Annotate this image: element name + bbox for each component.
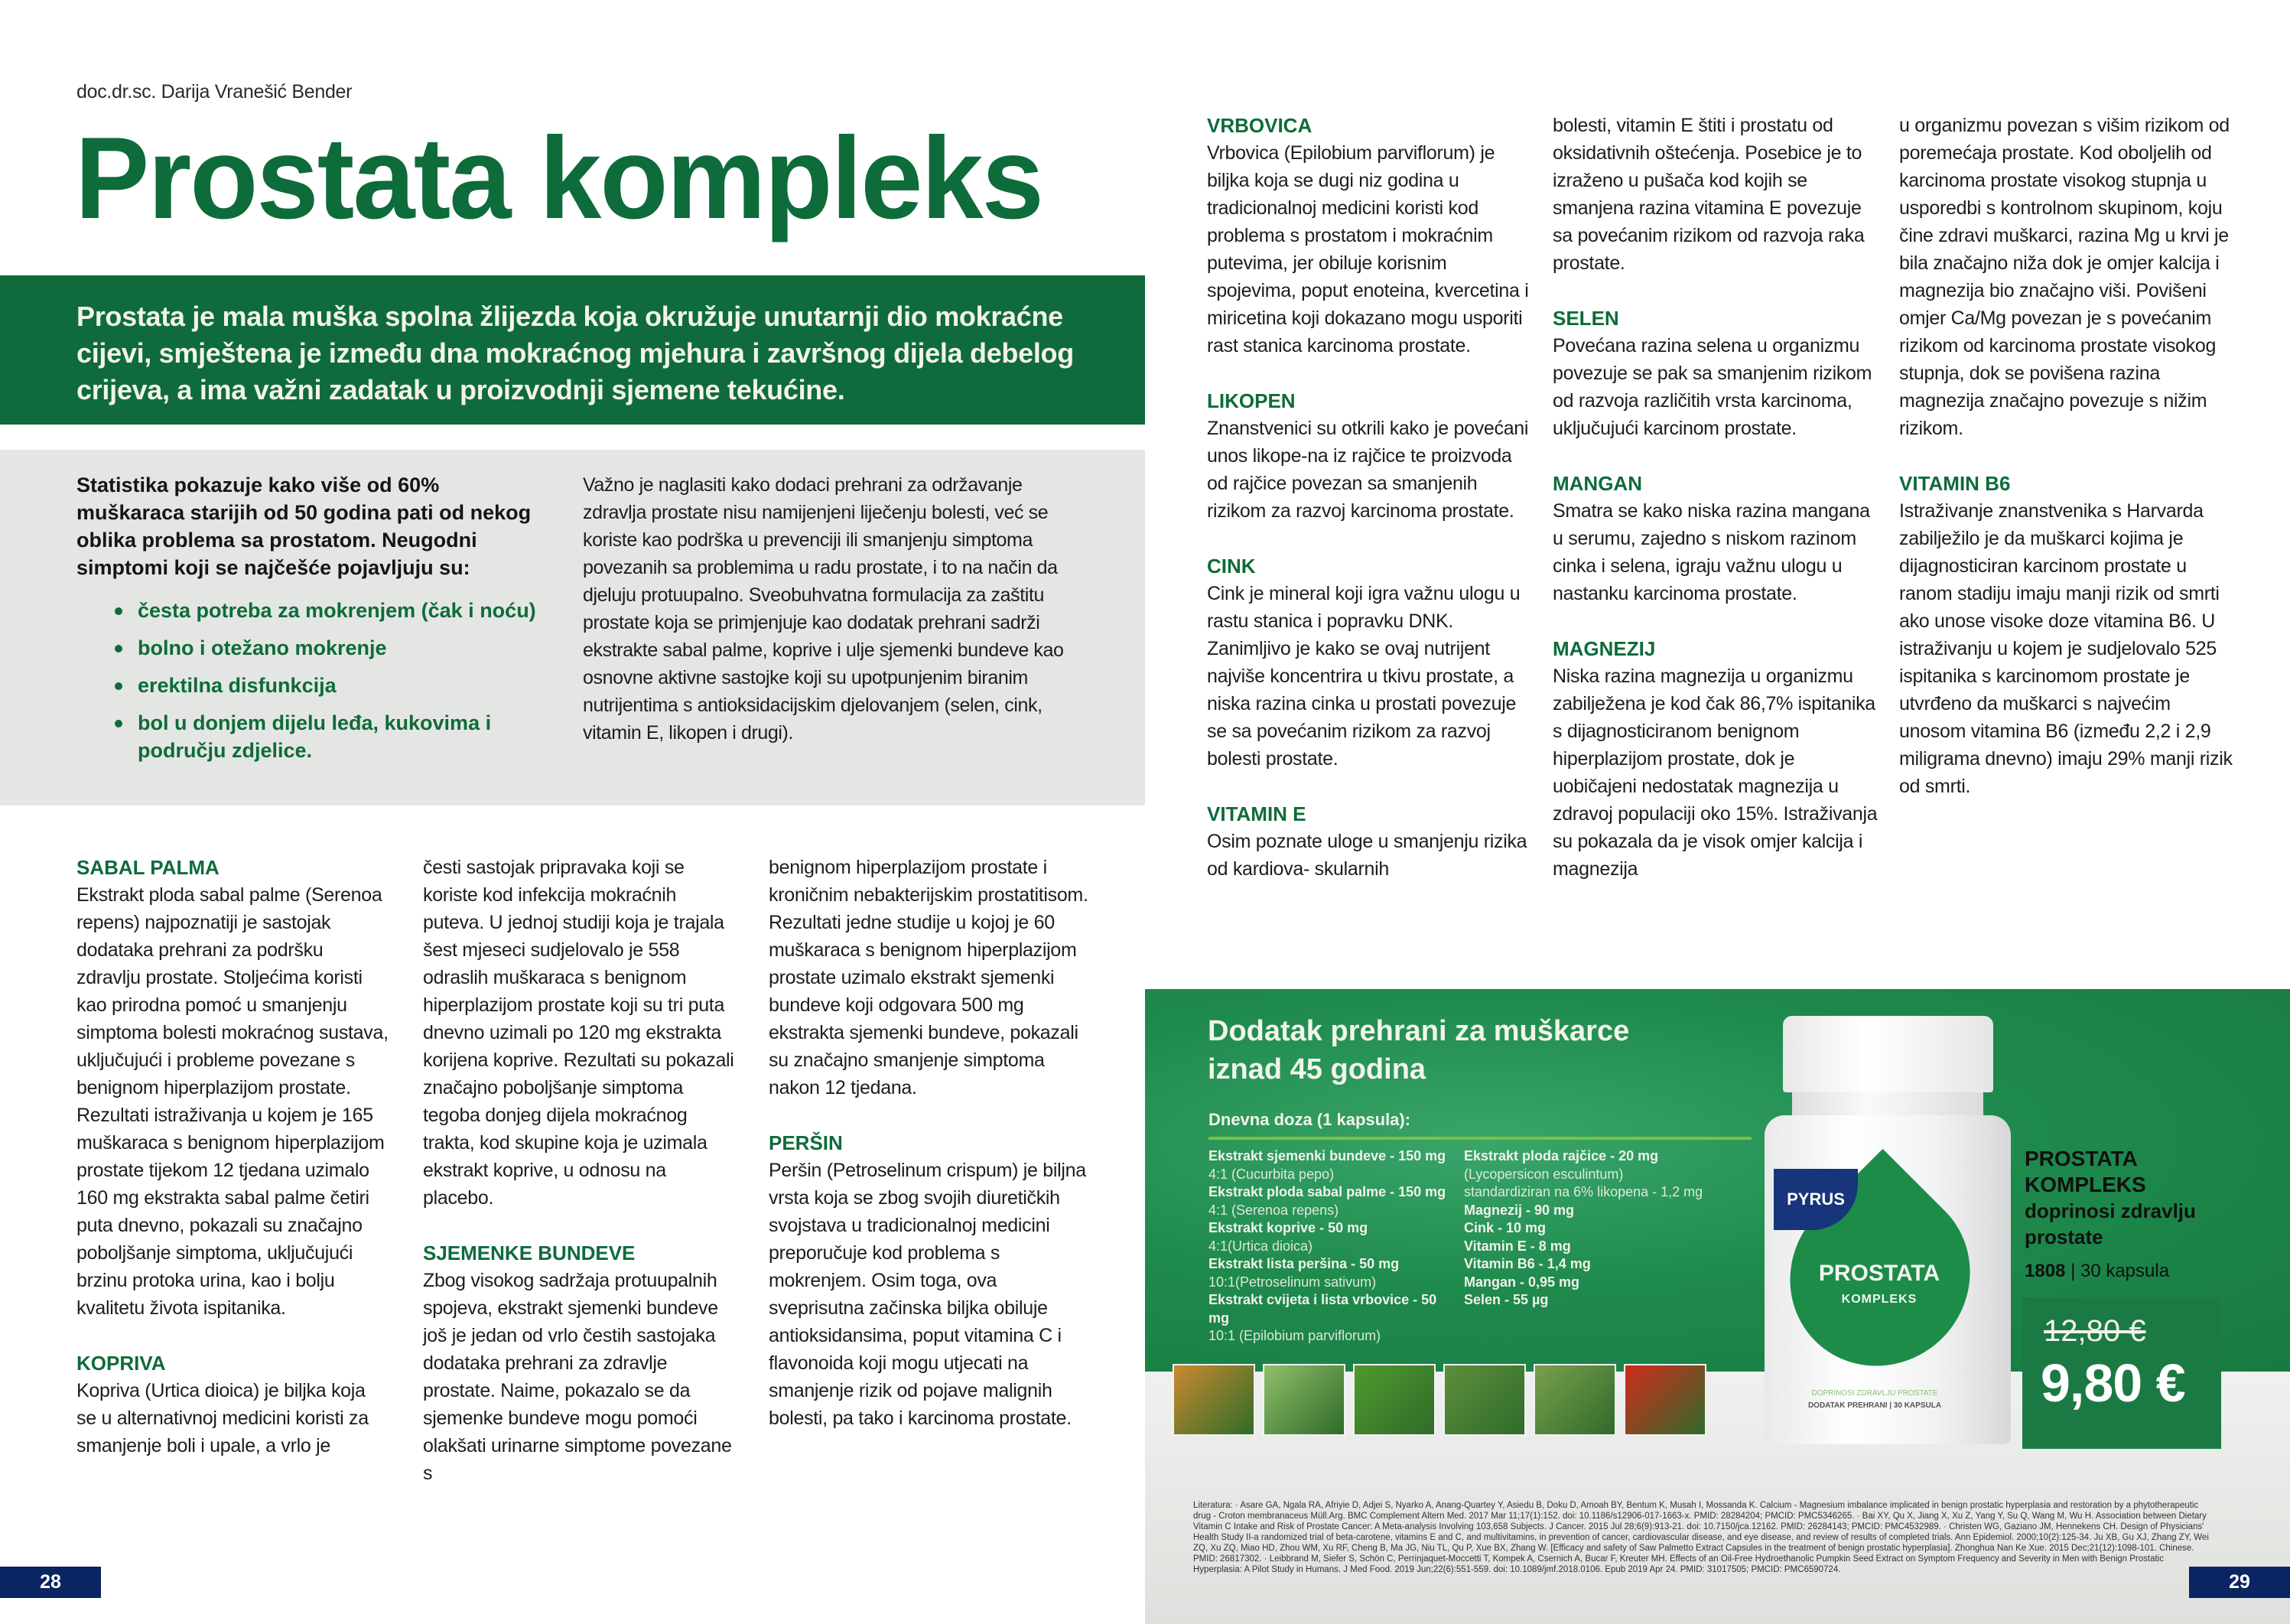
thumbnail-willowherb: [1534, 1364, 1616, 1436]
section-heading: MANGAN: [1553, 472, 1642, 495]
article-column-2: [423, 854, 737, 1515]
section-heading: SELEN: [1553, 307, 1619, 330]
section-bundeve-cont: [769, 854, 1090, 1102]
article-column-5: [1553, 112, 1882, 910]
section-text: benignom hiperplazijom prostate i kroničnim nebakterijskim prostatitisom. Rezultati jedne studije u kojoj je 60 muškaraca s benignom hiperplazijom prostate uzimalo ekstrakt sjemenki bundeve koji odgovara 500 mg ekstrakta sjemenki bundeve, pokazali su značajno smanjenje simptoma nakon 12 tjedana.: [769, 857, 1088, 1098]
product-pack: | 30 kapsula: [2070, 1261, 2170, 1281]
section-cink: [1207, 552, 1536, 773]
section-heading: KOPRIVA: [76, 1352, 166, 1375]
ingredient-thumbnails: [1173, 1364, 1706, 1436]
section-heading: VITAMIN E: [1207, 802, 1306, 825]
author-byline: doc.dr.sc. Darija Vranešić Bender: [76, 81, 353, 103]
section-sabal-palma: [76, 854, 390, 1322]
ingredient-name: Ekstrakt sjemenki bundeve - 150 mg: [1208, 1148, 1446, 1163]
section-kopriva: [76, 1349, 390, 1460]
section-vrbovica: [1207, 112, 1536, 360]
section-heading: SJEMENKE BUNDEVE: [423, 1242, 636, 1264]
product-tagline: doprinosi zdravlju prostate: [2025, 1199, 2196, 1248]
ingredient-name: Ekstrakt cvijeta i lista vrbovice - 50 mg: [1208, 1292, 1437, 1326]
section-text: Znanstvenici su otkrili kako je povećani unos likope-na iz rajčice te proizvoda od rajčice povezan sa smanjenih rizikom za razvoj karcinoma prostate.: [1207, 418, 1529, 522]
statistics-lead: Statistika pokazuje kako više od 60% muškaraca starijih od 50 godina pati od nekog oblika problema sa prostatom. Neugodni simptomi koji se najčešće pojavljuju su:: [76, 474, 532, 579]
section-magnezij-cont: [1899, 112, 2236, 442]
section-text: Niska razina magnezija u organizmu zabilježena je kod čak 86,7% ispitanika s dijagnosticiranom benignom hiperplazijom prostate, dok je uobičajeni nedostatak magnezija u zdravoj populaciji oko 15%. Istraživanja su pokazala da je visok omjer kalcija i magnezija: [1553, 666, 1878, 880]
ingredient-name: Cink - 10 mg: [1464, 1220, 1547, 1235]
section-kopriva-cont: [423, 854, 737, 1212]
section-text: Peršin (Petroselinum crispum) je biljna vrsta koja se zbog svojih diuretičkih svojstava u tradicionalnoj medicini preporučuje kod problema s mokrenjem. Osim toga, ova sveprisutna začinska biljka obiluje antioksidansima, poput vitamina C i flavonoida koji mogu utjecati na smanjenje rizik od pojave malignih bolesti, pa tako i karcinoma prostate.: [769, 1160, 1086, 1429]
ingredient-name: Ekstrakt lista peršina - 50 mg: [1208, 1256, 1400, 1271]
product-ad-panel: [1145, 989, 2290, 1624]
article-column-6: [1899, 112, 2236, 828]
statistics-box: [0, 450, 1145, 805]
section-text: Osim poznate uloge u smanjenju rizika od kardiova- skularnih: [1207, 831, 1527, 880]
literature-references: Literatura: · Asare GA, Ngala RA, Afriyie D, Adjei S, Nyarko A, Anang-Quartey Y, Asiedu B, Doku D, Amoah BY, Bentum K, Musah I, Mossanda K. Calcium - Magnesium imbalance implicated in benign prostatic hyperplasia and restoration by a phytotherapeutic drug - Croton membranaceus Müll.Arg. BMC Complement Altern Med. 2017 Mar 11;17(1):152. doi: 10.1186/s12906-017-1663-x. PMID: 28284204; PMCID: PMC5346265. · Bai XY, Qu X, Jiang X, Xu Z, Yang Y, Su Q, Wang M, Wu H. Association between Dietary Vitamin C Intake and Risk of Prostate Cancer: A Meta-analysis Involving 103,658 Subjects. J Cancer. 2015 Jul 28;6(9):913-21. doi: 10.7150/jca.12162. PMID: 26284143; PMCID: PMC4532989. · Christen WG, Gaziano JM, Hennekens CH. Design of Physicians' Health Study II-a randomized trial of beta-carotene, vitamins E and C, and multivitamins, in prevention of cancer, cardiovascular disease, and eye disease, and review of results of completed trials. Ann Epidemiol. 2000;10(2):125-34. Ju XB, Gu XJ, Zhang ZY, Wei ZQ, Xu ZQ, Miao HD, Zhou WM, Xu RF, Cheng B, Ma JG, Niu TL, Qu P, Xue BX, Zhang W. [Efficacy and safety of Saw Palmetto Extract Capsules in the treatment of benign prostatic hyperplasia]. Zhonghua Nan Ke Xue. 2015 Dec;21(12):1098-101. Chinese. PMID: 26817302. · Leibbrand M, Siefer S, Schön C, Perrinjaquet-Moccetti T, Kompek A, Csernich A, Bucar F, Kreuter MH. Effects of an Oil-Free Hydroethanolic Pumpkin Seed Extract on Symptom Frequency and Severity in Men with Benign Prostatic Hyperplasia: A Pilot Study in Humans. J Med Food. 2019 Jun;22(6):551-559. doi: 10.1089/jmf.2018.0106. Epub 2019 Apr 24. PMID: 31017505; PMCID: PMC6590724.: [1193, 1501, 2209, 1574]
section-persin: [769, 1129, 1090, 1432]
bullet-icon: [115, 645, 122, 653]
section-sjemenke-bundeve: [423, 1239, 737, 1487]
page-number-right: 29: [2189, 1567, 2290, 1598]
bottle-product-sub: KOMPLEKS: [1841, 1293, 1918, 1306]
symptom-item: erektilna disfunkcija: [115, 672, 558, 699]
thumbnail-pumpkin-seeds: [1173, 1364, 1255, 1436]
daily-dose-label: Dnevna doza (1 kapsula):: [1208, 1110, 1411, 1129]
divider: [1208, 1137, 1752, 1140]
ingredient-name: Magnezij - 90 mg: [1464, 1202, 1575, 1218]
section-heading: CINK: [1207, 555, 1256, 578]
panel-title: Dodatak prehrani za muškarce iznad 45 godina: [1208, 1015, 1630, 1085]
ingredient-name: Ekstrakt koprive - 50 mg: [1208, 1220, 1368, 1235]
section-text: česti sastojak pripravaka koji se koriste kod infekcija mokraćnih puteva. U jednoj studiji koja je trajala šest mjeseci sudjelovalo je 558 odraslih muškaraca s benignom hiperplazijom prostate koji su tri puta dnevno uzimali po 120 mg ekstrakta korijena koprive. Rezultati su pokazali značajno poboljšanje simptoma tegoba donjeg dijela mokraćnog trakta, kod skupine koja je uzimala ekstrakt koprive, u odnosu na placebo.: [423, 857, 734, 1209]
statistics-note: Važno je naglasiti kako dodaci prehrani za održavanje zdravlja prostate nisu namijenjeni liječenju bolesti, već se koriste kao podrška u prevenciji ili smanjenju simptoma povezanih sa problemima u radu prostate, i to na način da djeluju protuupalno. Sveobuhvatna formulacija za zaštitu prostate koja se primjenjuje kao dodatak prehrani sadrži ekstrakte sabal palme, koprive i ulje sjemenki bundeve kao osnovne aktivne sastojke koji su upotpunjenim biranim nutrijentima s antioksidacijskim djelovanjem (selen, cink, vitamin E, likopen i drugi).: [583, 474, 1064, 744]
section-vitamin-e-cont: [1553, 112, 1882, 277]
price-box: [2022, 1297, 2221, 1449]
symptom-item: bol u donjem dijelu leđa, kukovima i području zdjelice.: [115, 709, 558, 764]
ingredient-name: Selen - 55 µg: [1464, 1292, 1549, 1307]
thumbnail-saw-palmetto: [1263, 1364, 1345, 1436]
section-text: Smatra se kako niska razina mangana u serumu, zajedno s niskom razinom cinka i selena, igraju važnu ulogu u nastanku karcinoma prostate.: [1553, 500, 1870, 604]
thumbnail-tomato: [1624, 1364, 1706, 1436]
ingredient-name: Ekstrakt ploda rajčice - 20 mg: [1464, 1148, 1659, 1163]
ingredient-note: 4:1 (Cucurbita pepo): [1208, 1166, 1335, 1182]
section-magnezij: [1553, 635, 1882, 883]
ingredient-note: 10:1(Petroselinum sativum): [1208, 1274, 1377, 1290]
article-column-3: [769, 854, 1090, 1460]
article-column-4: [1207, 112, 1536, 910]
ingredient-note: standardiziran na 6% likopena - 1,2 mg: [1464, 1184, 1703, 1199]
section-text: Kopriva (Urtica dioica) je biljka koja se u alternativnoj medicini koristi za smanjenje boli i upale, a vrlo je: [76, 1380, 369, 1456]
section-text: Vrbovica (Epilobium parviflorum) je biljka koja se dugi niz godina u tradicionalnoj medicini koristi kod problema s prostatom i mokraćnim putevima, jer obiluje korisnim spojevima, poput enoteina, kvercetina i miricetina koji dokazano mogu usporiti rast stanica karcinoma prostate.: [1207, 142, 1529, 356]
thumbnail-nettle: [1353, 1364, 1436, 1436]
bullet-icon: [115, 720, 122, 727]
section-heading: PERŠIN: [769, 1131, 843, 1154]
old-price: 12,80 €: [2044, 1314, 2146, 1348]
ingredients-column-1: [1208, 1147, 1461, 1346]
section-text: Ekstrakt ploda sabal palme (Serenoa repens) najpoznatiji je sastojak dodataka prehrani za podršku zdravlju prostate. Stoljećima koristi kao prirodna pomoć u smanjenju simptoma bolesti mokraćnog sustava, uključujući i probleme povezane s benignom hiperplazijom prostate. Rezultati istraživanja u kojem je 165 muškaraca s benignom hiperplazijom prostate tijekom 12 tjedana uzimalo 160 mg ekstrakta sabal palme četiri puta dnevno, pokazali su značajno poboljšanje simptoma, uključujući brzinu protoka urina, kao i bolju kvalitetu života ispitanika.: [76, 884, 389, 1319]
ingredient-name: Vitamin B6 - 1,4 mg: [1464, 1256, 1591, 1271]
new-price: 9,80 €: [2041, 1353, 2185, 1413]
section-heading: VITAMIN B6: [1899, 472, 2011, 495]
bottle-body: [1765, 1115, 2011, 1444]
intro-text: Prostata je mala muška spolna žlijezda koja okružuje unutarnji dio mokraćne cijevi, smještena je između dna mokraćnog mjehura i završnog dijela debelog crijeva, a ima važni zadatak u proizvodnji sjemene tekućine.: [76, 301, 1074, 405]
section-vitamin-e: [1207, 800, 1536, 883]
brand-logo: PYRUS: [1774, 1169, 1858, 1230]
section-vitamin-b6: [1899, 470, 2236, 800]
section-heading: VRBOVICA: [1207, 114, 1313, 137]
product-code: [2025, 1261, 2169, 1282]
ingredient-name: Mangan - 0,95 mg: [1464, 1274, 1580, 1290]
section-text: Povećana razina selena u organizmu povezuje se pak sa smanjenim rizikom od razvoja različitih vrsta karcinoma, uključujući karcinom prostate.: [1553, 335, 1872, 439]
product-name: PROSTATA KOMPLEKS: [2025, 1147, 2146, 1196]
section-mangan: [1553, 470, 1882, 607]
product-sku: 1808: [2025, 1261, 2066, 1281]
article-column-1: [76, 854, 390, 1487]
page-number-left: 28: [0, 1567, 101, 1598]
section-text: Zbog visokog sadržaja protuupalnih spojeva, ekstrakt sjemenki bundeve još je jedan od vrlo čestih sastojaka dodataka prehrani za zdravlje prostate. Naime, pokazalo se da sjemenke bundeve mogu pomoći olakšati urinarne simptome povezane s: [423, 1270, 732, 1484]
symptoms-list: [115, 597, 558, 774]
section-text: Cink je mineral koji igra važnu ulogu u rastu stanica i popravku DNK. Zanimljivo je kako se ovaj nutrijent najviše koncentrira u tkivu prostate, a niska razina cinka u prostati povezuje se sa povećanim rizikom za razvoj bolesti prostate.: [1207, 583, 1521, 770]
product-bottle: [1765, 1016, 2011, 1444]
ingredient-name: Vitamin E - 8 mg: [1464, 1238, 1571, 1254]
symptom-item: bolno i otežano mokrenje: [115, 634, 558, 662]
ingredient-note: 4:1(Urtica dioica): [1208, 1238, 1313, 1254]
bottle-caption: DODATAK PREHRANI | 30 KAPSULA: [1807, 1401, 1942, 1410]
section-text: Istraživanje znanstvenika s Harvarda zabilježilo je da muškarci kojima je dijagnosticiran karcinom prostate u ranom stadiju imaju manji rizik od smrti ako unose visoke doze vitamina B6. U istraživanju u kojem je sudjelovalo 525 ispitanika s karcinomom prostate je utvrđeno da muškarci s najvećim unosom vitamina B6 (između 2,2 i 2,9 miligrama dnevno) imaju 29% manji rizik od smrti.: [1899, 500, 2233, 797]
section-selen: [1553, 304, 1882, 442]
page-title: Prostata kompleks: [75, 113, 1043, 243]
section-heading: SABAL PALMA: [76, 856, 220, 879]
ingredient-note: (Lycopersicon esculintum): [1464, 1166, 1624, 1182]
bottle-product-name: PROSTATA: [1818, 1261, 1940, 1286]
section-text: u organizmu povezan s višim rizikom od poremećaja prostate. Kod oboljelih od karcinoma prostate visokog stupnja u usporedbi s kontrolnom skupinom, koju čine zdravi muškarci, razina Mg u krvi je bila značajno niža dok je omjer kalcija i magnezija bio značajno viši. Povišeni omjer Ca/Mg povezan je s povećanim rizikom od karcinoma prostate visokog stupnja, dok se povišena razina magnezija značajno povezuje s nižim rizikom.: [1899, 115, 2230, 439]
thumbnail-parsley: [1443, 1364, 1526, 1436]
section-likopen: [1207, 387, 1536, 525]
bottle-cap: [1783, 1016, 1993, 1092]
section-text: bolesti, vitamin E štiti i prostatu od oksidativnih oštećenja. Posebice je to izraženo u pušača kod kojih se smanjena razina vitamina E povezuje sa povećanim rizikom od razvoja raka prostate.: [1553, 115, 1865, 274]
ingredients-column-2: [1464, 1147, 1739, 1310]
bullet-icon: [115, 682, 122, 690]
symptom-item: česta potreba za mokrenjem (čak i noću): [115, 597, 558, 624]
section-heading: MAGNEZIJ: [1553, 637, 1656, 660]
ingredient-note: 10:1 (Epilobium parviflorum): [1208, 1328, 1381, 1343]
bottle-caption: DOPRINOSI ZDRAVLJU PROSTATE: [1811, 1389, 1938, 1398]
ingredient-note: 4:1 (Serenoa repens): [1208, 1202, 1339, 1218]
intro-band: [0, 275, 1145, 425]
bullet-icon: [115, 607, 122, 615]
section-heading: LIKOPEN: [1207, 389, 1296, 412]
ingredient-name: Ekstrakt ploda sabal palme - 150 mg: [1208, 1184, 1446, 1199]
